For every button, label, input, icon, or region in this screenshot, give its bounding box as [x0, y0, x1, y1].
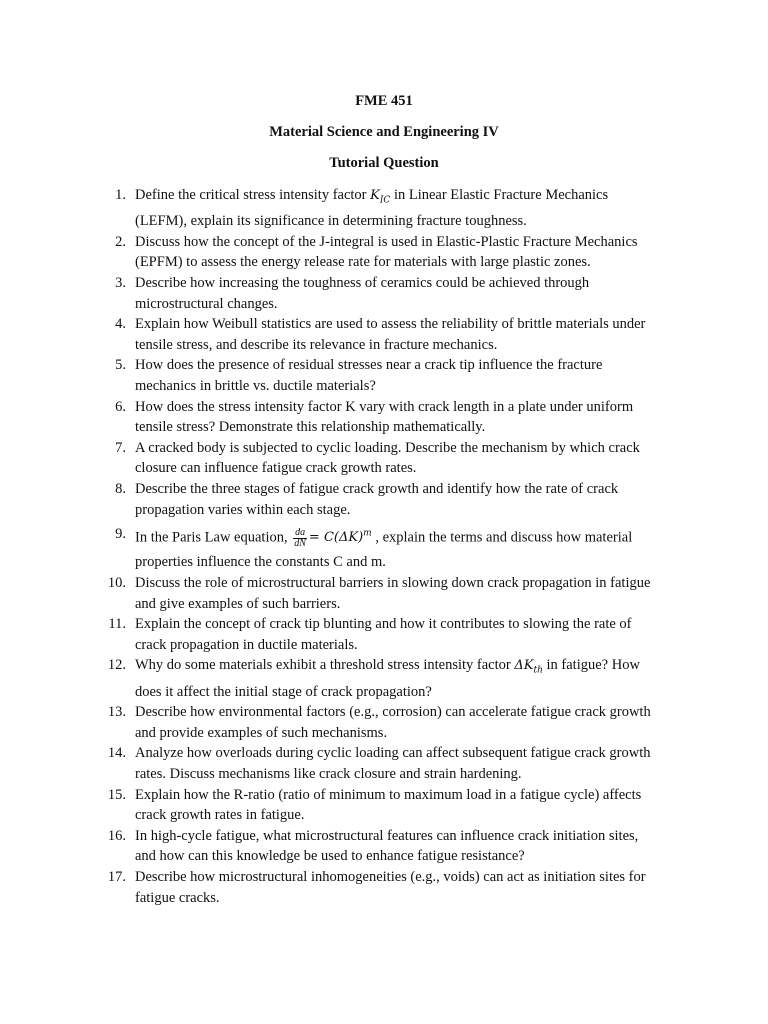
question-4: [0, 314, 768, 355]
question-line: Describe the three stages of fatigue crack growth and identify how the rate of crack: [135, 480, 619, 497]
question-line: How does the presence of residual stresses near a crack tip influence the fracture: [135, 357, 603, 374]
question-line: microstructural changes.: [135, 295, 278, 312]
question-number: 8.: [115, 480, 126, 497]
question-line: In high-cycle fatigue, what microstructural features can influence crack initiation sites,: [135, 827, 639, 844]
question-line: properties influence the constants C and m.: [135, 554, 386, 571]
kic-symbol: $K_{IC}$: [370, 188, 391, 206]
question-line: and give examples of such barriers.: [135, 595, 341, 612]
question-number: 4.: [115, 316, 126, 333]
question-line: (LEFM), explain its significance in determining fracture toughness.: [135, 213, 527, 230]
question-line: propagation varies within each stage.: [135, 501, 351, 518]
question-line: (EPFM) to assess the energy release rate for materials with large plastic zones.: [135, 254, 591, 271]
question-list: [0, 185, 768, 908]
question-line: Discuss the role of microstructural barriers in slowing down crack propagation in fatigue: [135, 575, 651, 592]
question-line: Describe how microstructural inhomogeneities (e.g., voids) can act as initiation sites for: [135, 868, 646, 885]
question-number: 6.: [115, 398, 126, 415]
question-line: Why do some materials exhibit a threshold stress intensity factor $\Delta K_{th}$ in fatigue? How: [135, 657, 640, 676]
question-line: How does the stress intensity factor K vary with crack length in a plate under uniform: [135, 398, 634, 415]
question-9: [0, 520, 768, 573]
course-title: Material Science and Engineering IV: [269, 124, 499, 140]
question-line: In the Paris Law equation, $\frac{da}{dN}$ = $C(\Delta K)^m$ , explain the terms and discuss how material: [135, 526, 633, 549]
question-line: Explain how Weibull statistics are used to assess the reliability of brittle materials under: [135, 316, 646, 333]
question-11: [0, 614, 768, 655]
question-7: [0, 438, 768, 479]
question-line: fatigue cracks.: [135, 889, 220, 906]
question-line: Analyze how overloads during cyclic loading can affect subsequent fatigue crack growth: [135, 745, 651, 762]
question-13: [0, 702, 768, 743]
question-number: 3.: [115, 274, 126, 291]
question-line: crack growth rates in fatigue.: [135, 807, 305, 824]
question-number: 15.: [107, 786, 126, 803]
paris-law-fraction: $\frac{da}{dN}$: [294, 526, 306, 549]
question-number: 1.: [115, 187, 126, 203]
question-number: 5.: [115, 357, 126, 374]
question-10: [0, 573, 768, 614]
question-number: 12.: [107, 657, 126, 674]
question-line: mechanics in brittle vs. ductile materials?: [135, 377, 376, 394]
question-6: [0, 397, 768, 438]
question-line: tensile stress, and describe its relevance in fracture mechanics.: [135, 336, 498, 353]
question-line: Explain how the R-ratio (ratio of minimum to maximum load in a fatigue cycle) affects: [135, 786, 642, 803]
question-line: Describe how increasing the toughness of ceramics could be achieved through: [135, 274, 590, 291]
question-line: A cracked body is subjected to cyclic loading. Describe the mechanism by which crack: [135, 439, 640, 456]
question-number: 14.: [107, 745, 126, 762]
question-line: Explain the concept of crack tip blunting and how it contributes to slowing the rate of: [135, 616, 632, 633]
question-15: [0, 785, 768, 826]
question-number: 17.: [107, 868, 126, 885]
course-code: FME 451: [355, 93, 413, 109]
question-17: [0, 867, 768, 908]
question-line: rates. Discuss mechanisms like crack closure and strain hardening.: [135, 765, 522, 782]
question-number: 9.: [115, 526, 126, 543]
document-subtitle: Tutorial Question: [329, 155, 439, 171]
question-line: Define the critical stress intensity factor $K_{IC}$ in Linear Elastic Fracture Mechanics: [135, 187, 609, 206]
delta-k-th-symbol: $\Delta K_{th}$: [514, 658, 543, 676]
question-line: crack propagation in ductile materials.: [135, 636, 358, 653]
question-number: 7.: [115, 439, 126, 456]
question-line: and how can this knowledge be used to enhance fatigue resistance?: [135, 848, 525, 865]
question-number: 2.: [115, 233, 126, 250]
question-14: [0, 743, 768, 784]
question-line: closure can influence fatigue crack growth rates.: [135, 460, 417, 477]
question-number: 13.: [107, 704, 126, 721]
question-5: [0, 355, 768, 396]
question-line: Discuss how the concept of the J-integral is used in Elastic-Plastic Fracture Mechanics: [135, 233, 638, 250]
question-16: [0, 826, 768, 867]
paris-law-rhs: = $C(\Delta K)^m$: [308, 529, 372, 546]
question-line: tensile stress? Demonstrate this relationship mathematically.: [135, 419, 486, 436]
question-line: Describe how environmental factors (e.g., corrosion) can accelerate fatigue crack growth: [135, 704, 651, 721]
question-number: 16.: [107, 827, 126, 844]
question-3: [0, 273, 768, 314]
question-line: does it affect the initial stage of crack propagation?: [135, 683, 432, 700]
question-line: and provide examples of such mechanisms.: [135, 724, 388, 741]
question-2: [0, 232, 768, 273]
question-1: [0, 185, 768, 232]
question-12: [0, 655, 768, 702]
question-number: 10.: [107, 575, 126, 592]
question-number: 11.: [108, 616, 126, 633]
question-8: [0, 479, 768, 520]
